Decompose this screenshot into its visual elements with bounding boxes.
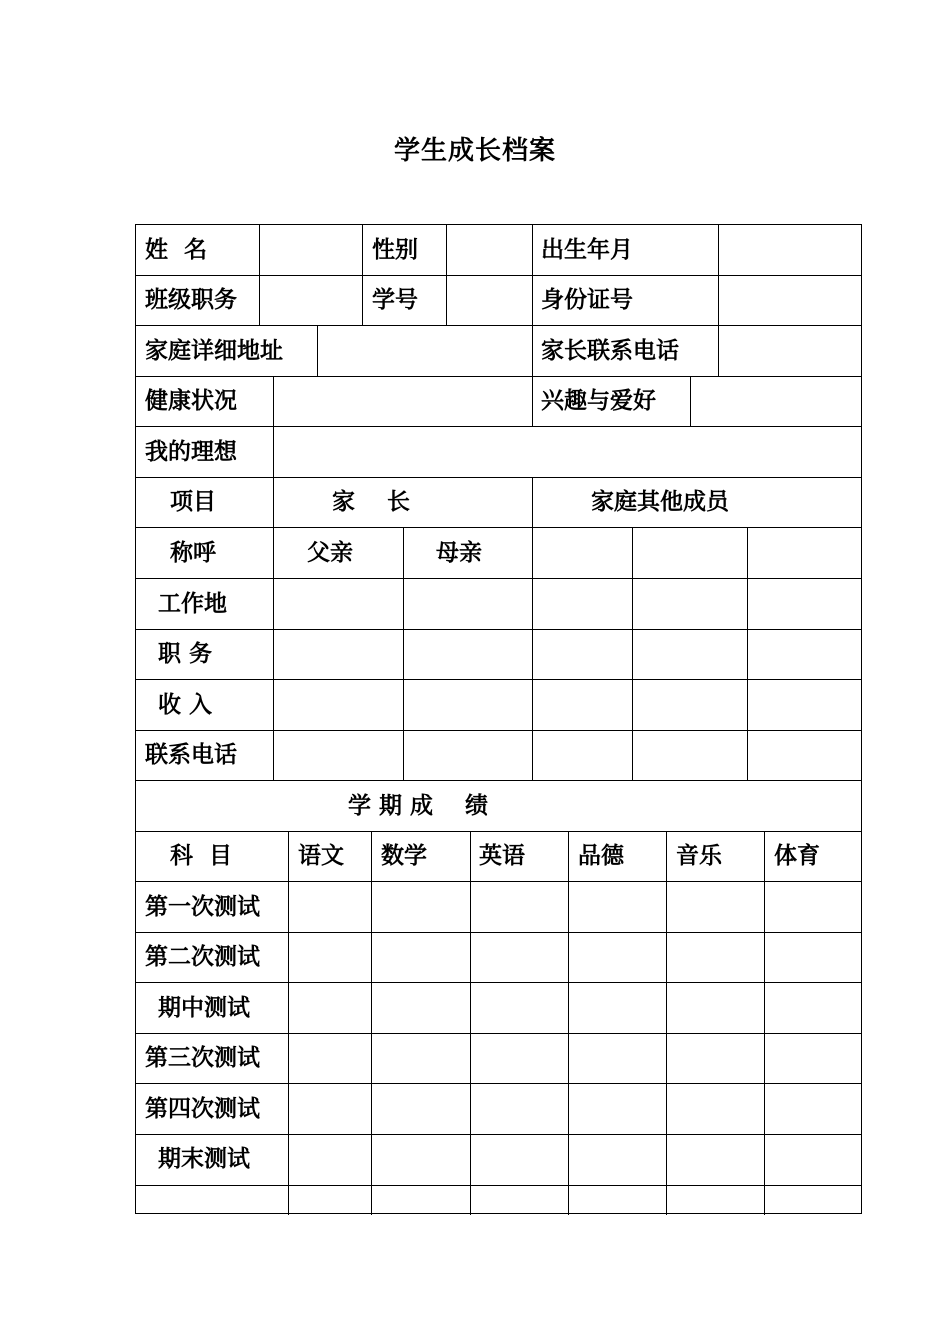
- workplace-label: 工作地: [158, 591, 227, 617]
- subject-morality: 品德: [578, 843, 624, 869]
- name-label: 姓 名: [145, 237, 208, 263]
- home-address-label: 家庭详细地址: [145, 338, 283, 364]
- test-row-label: 期中测试: [158, 995, 250, 1021]
- ideal-label: 我的理想: [145, 439, 237, 465]
- subject-chinese: 语文: [298, 843, 344, 869]
- contact-phone-label: 联系电话: [145, 742, 237, 768]
- subject-english: 英语: [479, 843, 525, 869]
- subject-pe: 体育: [774, 843, 820, 869]
- student-record-table: [135, 224, 862, 1214]
- test-row-label: 第三次测试: [145, 1045, 260, 1071]
- id-card-label: 身份证号: [541, 287, 633, 313]
- parent-phone-label: 家长联系电话: [541, 338, 679, 364]
- hobby-label: 兴趣与爱好: [541, 388, 656, 414]
- gender-label: 性别: [372, 237, 418, 263]
- father-label: 父亲: [307, 540, 353, 566]
- test-row-label: 期末测试: [158, 1146, 250, 1172]
- mother-label: 母亲: [436, 540, 482, 566]
- parents-label: 家 长: [332, 489, 411, 515]
- job-title-label: 职 务: [158, 641, 213, 667]
- page-title: 学生成长档案: [393, 136, 556, 166]
- test-row-label: 第二次测试: [145, 944, 260, 970]
- test-row-label: 第一次测试: [145, 894, 260, 920]
- subject-music: 音乐: [676, 843, 722, 869]
- semester-grades-label: 学 期 成 绩: [348, 793, 489, 819]
- relation-label: 称呼: [170, 540, 216, 566]
- class-role-label: 班级职务: [145, 287, 237, 313]
- income-label: 收 入: [158, 692, 213, 718]
- health-status-label: 健康状况: [145, 388, 237, 414]
- test-row-label: 第四次测试: [145, 1096, 260, 1122]
- student-id-label: 学号: [372, 287, 418, 313]
- subject-label: 科 目: [170, 843, 233, 869]
- birth-date-label: 出生年月: [541, 237, 633, 263]
- subject-math: 数学: [381, 843, 427, 869]
- other-family-members-label: 家庭其他成员: [591, 489, 729, 515]
- item-label: 项目: [170, 489, 216, 515]
